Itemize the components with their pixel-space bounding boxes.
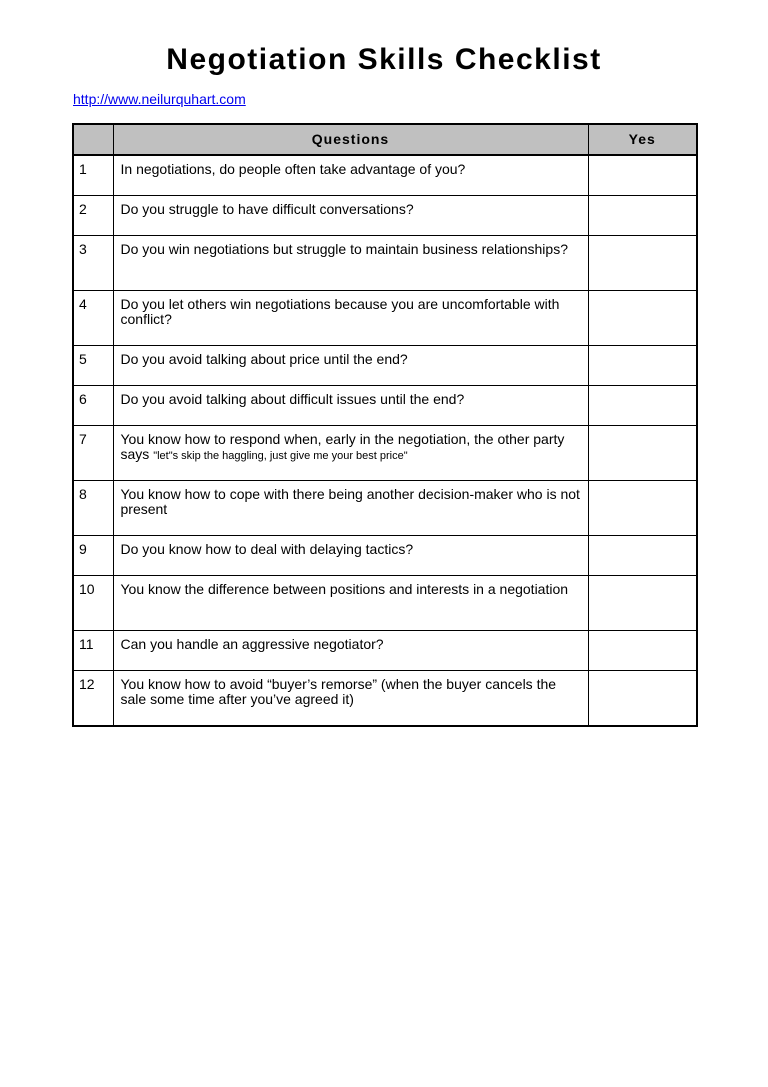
row-number: 10 bbox=[73, 576, 113, 631]
row-number: 7 bbox=[73, 426, 113, 481]
row-question: Do you win negotiations but struggle to maintain business relationships? bbox=[113, 236, 588, 291]
page-title: Negotiation Skills Checklist bbox=[166, 43, 602, 76]
website-link[interactable]: http://www.neilurquhart.com bbox=[73, 91, 246, 107]
row-number: 2 bbox=[73, 196, 113, 236]
table-row bbox=[73, 236, 697, 291]
row-question: You know how to cope with there being another decision-maker who is not present bbox=[113, 481, 588, 536]
table-row bbox=[73, 631, 697, 671]
row-yes-cell[interactable] bbox=[588, 481, 697, 536]
row-number: 6 bbox=[73, 386, 113, 426]
row-number: 5 bbox=[73, 346, 113, 386]
table-row bbox=[73, 196, 697, 236]
table-row bbox=[73, 386, 697, 426]
row-yes-cell[interactable] bbox=[588, 236, 697, 291]
row-number: 11 bbox=[73, 631, 113, 671]
row-question bbox=[113, 426, 588, 481]
row-number: 8 bbox=[73, 481, 113, 536]
row-question: Do you know how to deal with delaying tactics? bbox=[113, 536, 588, 576]
row-question: Can you handle an aggressive negotiator? bbox=[113, 631, 588, 671]
question-quote: "let"s skip the haggling, just give me your best price" bbox=[153, 450, 408, 462]
header-yes: Yes bbox=[588, 124, 697, 155]
row-yes-cell[interactable] bbox=[588, 386, 697, 426]
table-row bbox=[73, 155, 697, 196]
row-question: Do you avoid talking about price until the end? bbox=[113, 346, 588, 386]
header-questions: Questions bbox=[113, 124, 588, 155]
table-row bbox=[73, 576, 697, 631]
row-number: 1 bbox=[73, 155, 113, 196]
row-yes-cell[interactable] bbox=[588, 671, 697, 727]
row-question: Do you struggle to have difficult conversations? bbox=[113, 196, 588, 236]
table-row bbox=[73, 536, 697, 576]
row-yes-cell[interactable] bbox=[588, 631, 697, 671]
table-row bbox=[73, 426, 697, 481]
row-number: 12 bbox=[73, 671, 113, 727]
row-yes-cell[interactable] bbox=[588, 196, 697, 236]
table-row bbox=[73, 346, 697, 386]
row-yes-cell[interactable] bbox=[588, 576, 697, 631]
row-question: Do you avoid talking about difficult issues until the end? bbox=[113, 386, 588, 426]
row-question: In negotiations, do people often take advantage of you? bbox=[113, 155, 588, 196]
row-question: You know how to avoid “buyer’s remorse” (when the buyer cancels the sale some time after you’ve agreed it) bbox=[113, 671, 588, 727]
row-yes-cell[interactable] bbox=[588, 536, 697, 576]
row-yes-cell[interactable] bbox=[588, 291, 697, 346]
row-yes-cell[interactable] bbox=[588, 346, 697, 386]
row-question: You know the difference between positions and interests in a negotiation bbox=[113, 576, 588, 631]
table-row bbox=[73, 291, 697, 346]
question-text: You know how to respond when, early in the negotiation, the other party says bbox=[120, 431, 565, 462]
row-question: Do you let others win negotiations because you are uncomfortable with conflict? bbox=[113, 291, 588, 346]
table-row bbox=[73, 671, 697, 727]
row-number: 3 bbox=[73, 236, 113, 291]
table-header-row bbox=[73, 124, 697, 155]
row-yes-cell[interactable] bbox=[588, 155, 697, 196]
row-yes-cell[interactable] bbox=[588, 426, 697, 481]
row-number: 9 bbox=[73, 536, 113, 576]
row-number: 4 bbox=[73, 291, 113, 346]
header-number bbox=[73, 124, 113, 155]
checklist-table bbox=[72, 123, 698, 727]
table-row bbox=[73, 481, 697, 536]
